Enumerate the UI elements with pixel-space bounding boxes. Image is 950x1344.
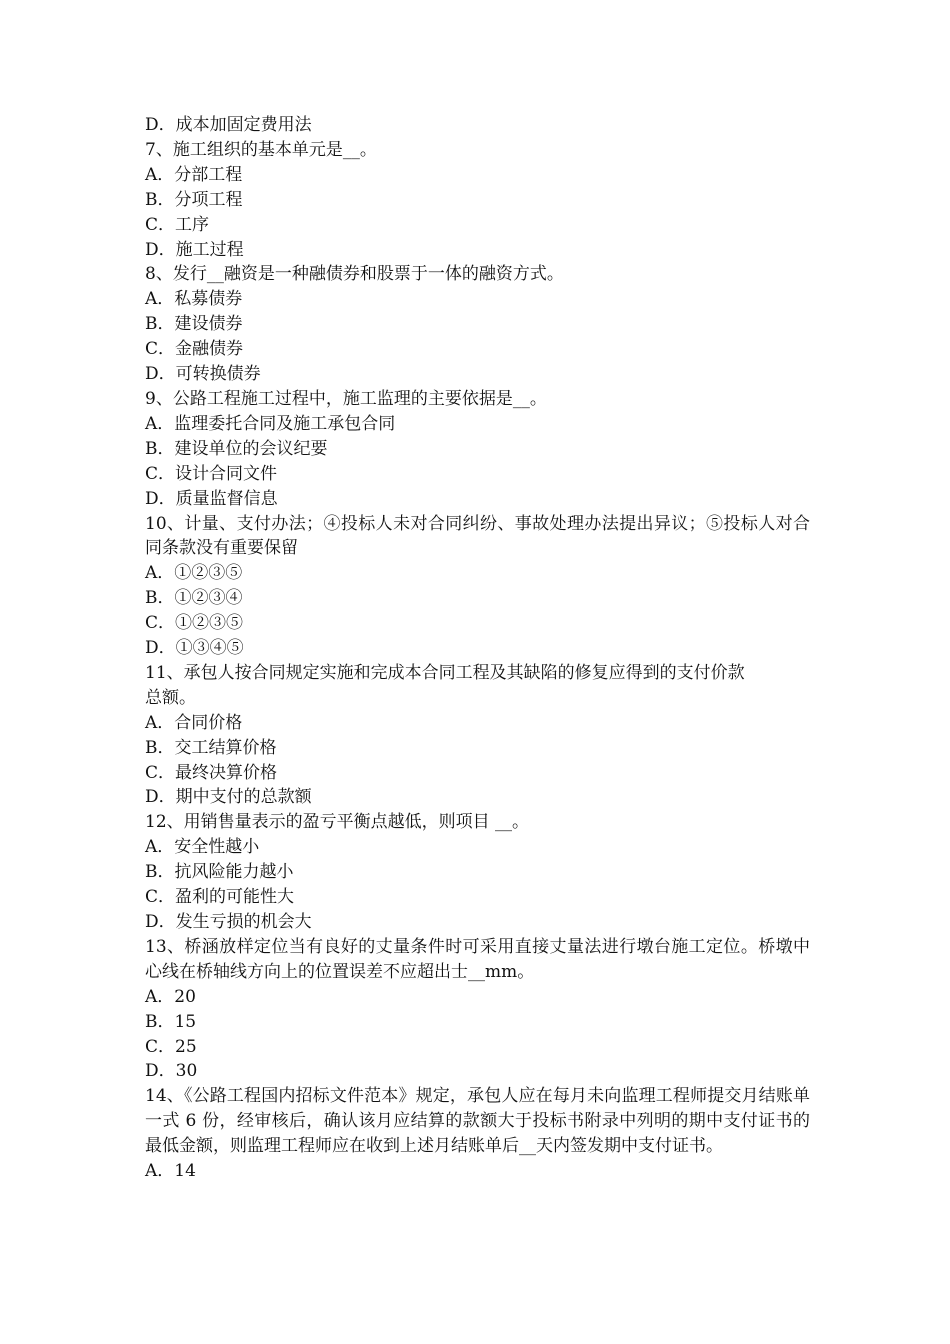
text-line: A．14 (145, 1161, 196, 1182)
text-line: D．成本加固定费用法 (145, 115, 312, 135)
text-line: B．交工结算价格 (145, 737, 277, 758)
text-line: A．分部工程 (145, 164, 243, 185)
text-line: D．期中支付的总款额 (145, 787, 312, 808)
text-line: D．①③④⑤ (145, 638, 244, 659)
text-line: D．质量监督信息 (145, 488, 278, 509)
text-line: 总额。 (145, 687, 196, 708)
text-line: C．最终决算价格 (145, 762, 278, 783)
text-line: 7、施工组织的基本单元是__。 (145, 139, 377, 160)
text-line: 8、发行__融资是一种融债券和股票于一体的融资方式。 (145, 264, 564, 285)
text-line: A．20 (145, 986, 196, 1007)
text-line: D．可转换债券 (145, 364, 261, 385)
text-line: A．私募债券 (145, 289, 243, 310)
text-line: C．工序 (145, 214, 210, 235)
text-line: B．建设债券 (145, 314, 243, 335)
text-line: 12、用销售量表示的盈亏平衡点越低，则项目 __。 (145, 812, 530, 833)
text-line: C．金融债券 (145, 339, 244, 360)
text-line: A．安全性越小 (145, 837, 260, 858)
text-line: 9、公路工程施工过程中，施工监理的主要依据是__。 (145, 388, 547, 409)
text-line: A．监理委托合同及施工承包合同 (145, 413, 396, 434)
text-line: D．施工过程 (145, 239, 244, 260)
text-line: C．盈利的可能性大 (145, 887, 295, 908)
text-line: B．建设单位的会议纪要 (145, 438, 328, 459)
text-line: B．抗风险能力越小 (145, 862, 294, 883)
text-line: 11、承包人按合同规定实施和完成本合同工程及其缺陷的修复应得到的支付价款 (145, 662, 745, 683)
text-line: 10、计量、支付办法；④投标人未对合同纠纷、事故处理办法提出异议；⑤投标人对合同条款没有重要保留 (145, 513, 810, 559)
text-line: A．①②③⑤ (145, 563, 243, 584)
document-body (145, 113, 810, 1184)
text-line: C．设计合同文件 (145, 463, 278, 484)
text-line: C．25 (145, 1036, 197, 1057)
text-line: D．30 (145, 1061, 198, 1082)
text-line: B．分项工程 (145, 189, 243, 210)
text-line: 14、《公路工程国内招标文件范本》规定，承包人应在每月未向监理工程师提交月结账单一式 6 份，经审核后，确认该月应结算的款额大于投标书附录中列明的期中支付证书的最低金额，则监理工程师应在收到上述月结账单后__天内签发期中支付证书。 (145, 1086, 810, 1157)
text-line: C．①②③⑤ (145, 613, 244, 634)
text-line: A．合同价格 (145, 712, 243, 733)
text-line: D．发生亏损的机会大 (145, 912, 312, 932)
text-line: B．15 (145, 1011, 197, 1032)
text-line: 13、桥涵放样定位当有良好的丈量条件时可采用直接丈量法进行墩台施工定位。桥墩中心线在桥轴线方向上的位置误差不应超出士__mm。 (145, 936, 810, 982)
text-line: B．①②③④ (145, 588, 243, 609)
